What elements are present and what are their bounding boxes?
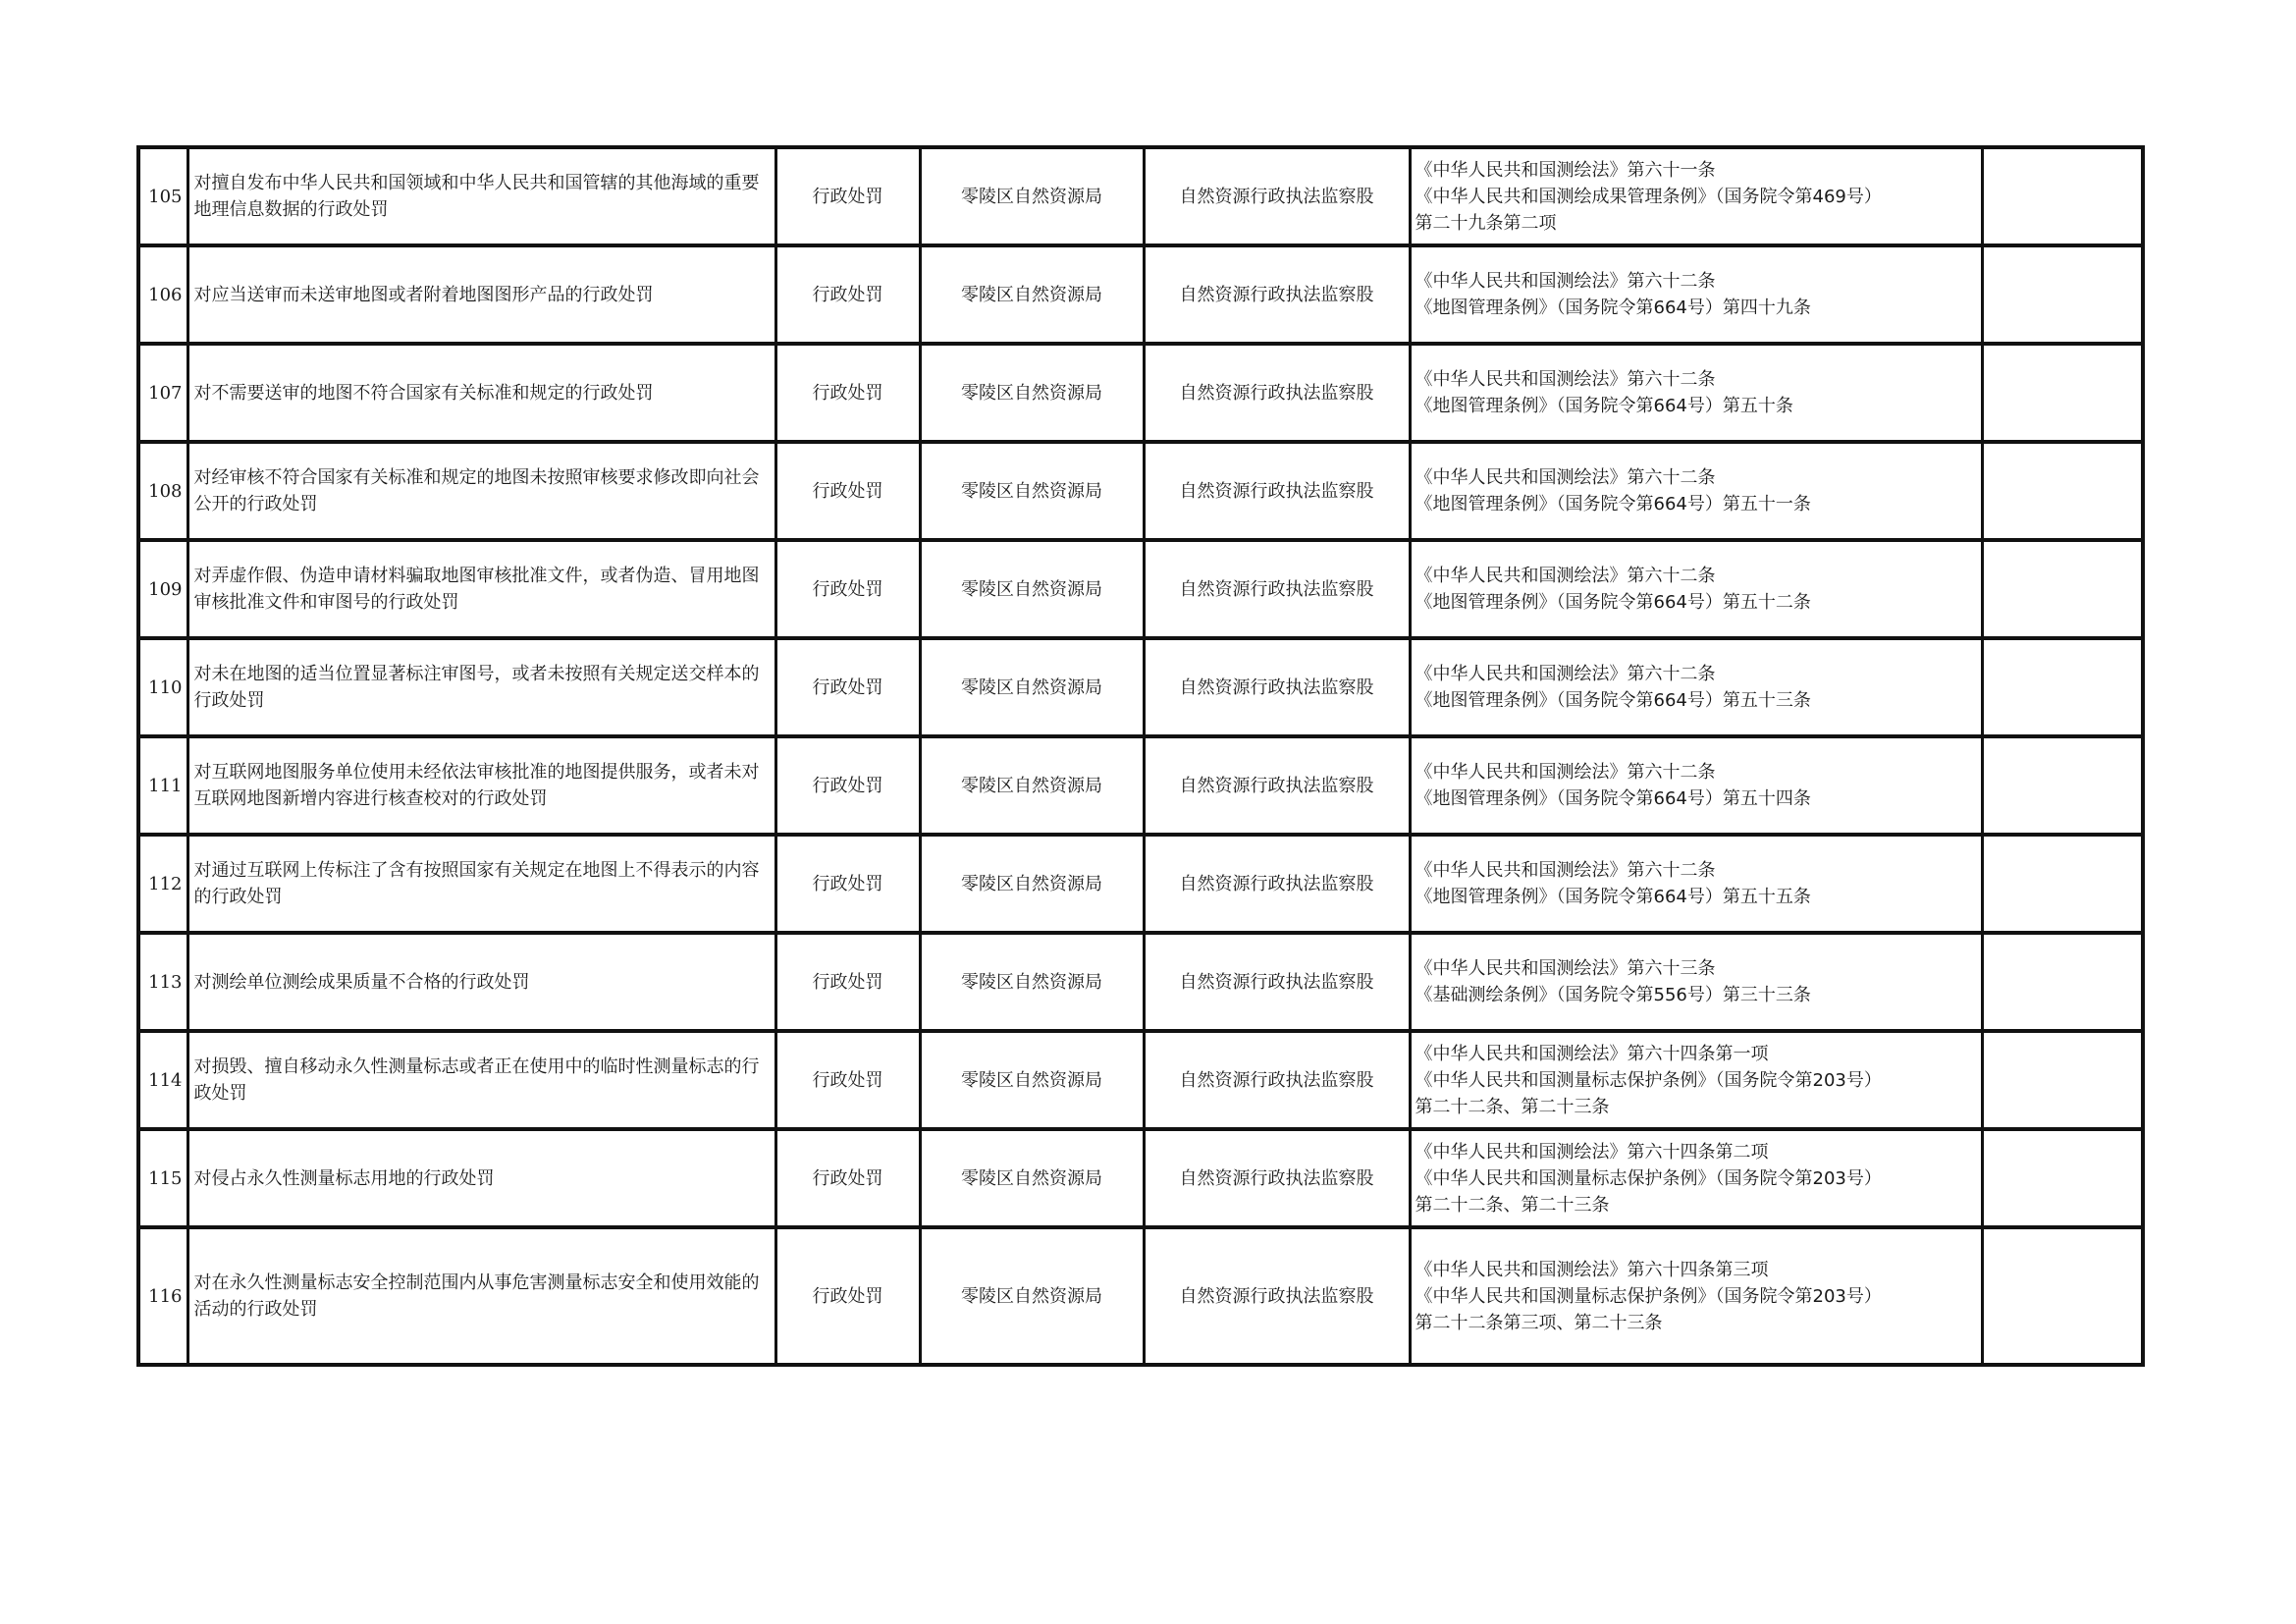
row-legal-basis [1410, 933, 1982, 1031]
row-item-name: 对擅自发布中华人民共和国领域和中华人民共和国管辖的其他海域的重要地理信息数据的行政处罚 [187, 147, 775, 245]
row-item-name: 对互联网地图服务单位使用未经依法审核批准的地图提供服务，或者未对互联网地图新增内容进行核查校对的行政处罚 [187, 736, 775, 835]
legal-basis-line: 《地图管理条例》（国务院令第664号）第五十一条 [1415, 494, 1811, 514]
row-number: 110 [138, 638, 187, 736]
row-number: 112 [138, 835, 187, 933]
row-number: 114 [138, 1031, 187, 1129]
legal-basis-line: 《地图管理条例》（国务院令第664号）第五十条 [1415, 396, 1793, 416]
row-responsible-department: 自然资源行政执法监察股 [1144, 933, 1410, 1031]
row-power-type: 行政处罚 [775, 540, 920, 638]
row-remark [1982, 147, 2143, 245]
row-item-name: 对应当送审而未送审地图或者附着地图图形产品的行政处罚 [187, 245, 775, 344]
table-row [138, 1031, 2143, 1129]
row-remark [1982, 736, 2143, 835]
legal-basis-line: 《中华人民共和国测绘法》第六十二条 [1415, 860, 1716, 881]
table-row [138, 344, 2143, 442]
legal-basis-line: 《中华人民共和国测绘法》第六十二条 [1415, 566, 1716, 586]
row-responsible-department: 自然资源行政执法监察股 [1144, 1227, 1410, 1365]
row-legal-basis [1410, 147, 1982, 245]
legal-basis-line: 《基础测绘条例》（国务院令第556号）第三十三条 [1415, 985, 1811, 1005]
table-row [138, 1227, 2143, 1365]
row-number: 116 [138, 1227, 187, 1365]
row-power-type: 行政处罚 [775, 147, 920, 245]
legal-basis-line: 《地图管理条例》（国务院令第664号）第五十三条 [1415, 690, 1811, 711]
row-power-type: 行政处罚 [775, 1031, 920, 1129]
row-implementing-agency: 零陵区自然资源局 [920, 736, 1144, 835]
row-number: 106 [138, 245, 187, 344]
legal-basis-line: 《中华人民共和国测绘法》第六十二条 [1415, 369, 1716, 390]
row-power-type: 行政处罚 [775, 933, 920, 1031]
legal-basis-line: 《中华人民共和国测量标志保护条例》（国务院令第203号） [1415, 1285, 1882, 1307]
row-power-type: 行政处罚 [775, 638, 920, 736]
row-implementing-agency: 零陵区自然资源局 [920, 933, 1144, 1031]
legal-basis-line: 《中华人民共和国测绘法》第六十一条 [1415, 159, 1716, 181]
row-responsible-department: 自然资源行政执法监察股 [1144, 245, 1410, 344]
row-power-type: 行政处罚 [775, 1227, 920, 1365]
power-list-table [136, 145, 2145, 1367]
legal-basis-line: 《中华人民共和国测绘法》第六十二条 [1415, 271, 1716, 292]
table-row [138, 245, 2143, 344]
legal-basis-line: 第二十二条第三项、第二十三条 [1415, 1312, 1663, 1333]
row-responsible-department: 自然资源行政执法监察股 [1144, 540, 1410, 638]
legal-basis-line: 《地图管理条例》（国务院令第664号）第五十二条 [1415, 592, 1811, 613]
row-item-name: 对侵占永久性测量标志用地的行政处罚 [187, 1129, 775, 1227]
row-item-name: 对通过互联网上传标注了含有按照国家有关规定在地图上不得表示的内容的行政处罚 [187, 835, 775, 933]
legal-basis-line: 《中华人民共和国测绘成果管理条例》（国务院令第469号） [1415, 186, 1882, 207]
row-implementing-agency: 零陵区自然资源局 [920, 638, 1144, 736]
row-number: 108 [138, 442, 187, 540]
legal-basis-line: 《中华人民共和国测量标志保护条例》（国务院令第203号） [1415, 1069, 1882, 1091]
row-number: 109 [138, 540, 187, 638]
row-power-type: 行政处罚 [775, 344, 920, 442]
table-row [138, 933, 2143, 1031]
row-implementing-agency: 零陵区自然资源局 [920, 1129, 1144, 1227]
legal-basis-line: 《中华人民共和国测绘法》第六十三条 [1415, 958, 1716, 979]
table-row [138, 442, 2143, 540]
row-legal-basis [1410, 835, 1982, 933]
row-remark [1982, 638, 2143, 736]
row-remark [1982, 933, 2143, 1031]
row-remark [1982, 245, 2143, 344]
row-item-name: 对弄虚作假、伪造申请材料骗取地图审核批准文件，或者伪造、冒用地图审核批准文件和审图号的行政处罚 [187, 540, 775, 638]
row-implementing-agency: 零陵区自然资源局 [920, 1031, 1144, 1129]
legal-basis-line: 第二十二条、第二十三条 [1415, 1096, 1610, 1117]
row-number: 107 [138, 344, 187, 442]
table-row [138, 736, 2143, 835]
row-power-type: 行政处罚 [775, 442, 920, 540]
row-legal-basis [1410, 1227, 1982, 1365]
row-legal-basis [1410, 245, 1982, 344]
row-responsible-department: 自然资源行政执法监察股 [1144, 442, 1410, 540]
row-item-name: 对测绘单位测绘成果质量不合格的行政处罚 [187, 933, 775, 1031]
row-remark [1982, 540, 2143, 638]
table-row [138, 540, 2143, 638]
table-body [138, 147, 2143, 1365]
row-legal-basis [1410, 442, 1982, 540]
legal-basis-line: 《中华人民共和国测绘法》第六十二条 [1415, 467, 1716, 488]
legal-basis-line: 《中华人民共和国测绘法》第六十四条第二项 [1415, 1141, 1769, 1163]
row-number: 111 [138, 736, 187, 835]
row-legal-basis [1410, 1129, 1982, 1227]
row-responsible-department: 自然资源行政执法监察股 [1144, 835, 1410, 933]
legal-basis-line: 《地图管理条例》（国务院令第664号）第五十五条 [1415, 887, 1811, 907]
row-power-type: 行政处罚 [775, 835, 920, 933]
table-row [138, 1129, 2143, 1227]
legal-basis-line: 《地图管理条例》（国务院令第664号）第四十九条 [1415, 298, 1811, 318]
row-remark [1982, 344, 2143, 442]
row-number: 105 [138, 147, 187, 245]
row-item-name: 对未在地图的适当位置显著标注审图号，或者未按照有关规定送交样本的行政处罚 [187, 638, 775, 736]
row-responsible-department: 自然资源行政执法监察股 [1144, 736, 1410, 835]
table-row [138, 638, 2143, 736]
table-row [138, 147, 2143, 245]
row-legal-basis [1410, 540, 1982, 638]
row-legal-basis [1410, 638, 1982, 736]
row-power-type: 行政处罚 [775, 245, 920, 344]
row-legal-basis [1410, 736, 1982, 835]
legal-basis-line: 《中华人民共和国测绘法》第六十二条 [1415, 762, 1716, 783]
row-item-name: 对在永久性测量标志安全控制范围内从事危害测量标志安全和使用效能的活动的行政处罚 [187, 1227, 775, 1365]
row-item-name: 对损毁、擅自移动永久性测量标志或者正在使用中的临时性测量标志的行政处罚 [187, 1031, 775, 1129]
row-legal-basis [1410, 344, 1982, 442]
legal-basis-line: 《中华人民共和国测量标志保护条例》（国务院令第203号） [1415, 1167, 1882, 1189]
legal-basis-line: 《中华人民共和国测绘法》第六十四条第一项 [1415, 1043, 1769, 1064]
row-implementing-agency: 零陵区自然资源局 [920, 540, 1144, 638]
row-implementing-agency: 零陵区自然资源局 [920, 344, 1144, 442]
legal-basis-line: 《地图管理条例》（国务院令第664号）第五十四条 [1415, 788, 1811, 809]
row-remark [1982, 835, 2143, 933]
row-power-type: 行政处罚 [775, 736, 920, 835]
row-power-type: 行政处罚 [775, 1129, 920, 1227]
legal-basis-line: 《中华人民共和国测绘法》第六十四条第三项 [1415, 1259, 1769, 1280]
legal-basis-line: 第二十九条第二项 [1415, 212, 1557, 234]
row-implementing-agency: 零陵区自然资源局 [920, 442, 1144, 540]
row-item-name: 对经审核不符合国家有关标准和规定的地图未按照审核要求修改即向社会公开的行政处罚 [187, 442, 775, 540]
row-responsible-department: 自然资源行政执法监察股 [1144, 638, 1410, 736]
row-item-name: 对不需要送审的地图不符合国家有关标准和规定的行政处罚 [187, 344, 775, 442]
row-responsible-department: 自然资源行政执法监察股 [1144, 1031, 1410, 1129]
row-implementing-agency: 零陵区自然资源局 [920, 1227, 1144, 1365]
row-remark [1982, 1129, 2143, 1227]
row-number: 113 [138, 933, 187, 1031]
row-responsible-department: 自然资源行政执法监察股 [1144, 1129, 1410, 1227]
row-remark [1982, 1031, 2143, 1129]
row-remark [1982, 442, 2143, 540]
row-responsible-department: 自然资源行政执法监察股 [1144, 344, 1410, 442]
row-number: 115 [138, 1129, 187, 1227]
row-implementing-agency: 零陵区自然资源局 [920, 147, 1144, 245]
row-remark [1982, 1227, 2143, 1365]
row-legal-basis [1410, 1031, 1982, 1129]
legal-basis-line: 《中华人民共和国测绘法》第六十二条 [1415, 664, 1716, 684]
row-implementing-agency: 零陵区自然资源局 [920, 835, 1144, 933]
row-responsible-department: 自然资源行政执法监察股 [1144, 147, 1410, 245]
legal-basis-line: 第二十二条、第二十三条 [1415, 1194, 1610, 1216]
table-row [138, 835, 2143, 933]
row-implementing-agency: 零陵区自然资源局 [920, 245, 1144, 344]
